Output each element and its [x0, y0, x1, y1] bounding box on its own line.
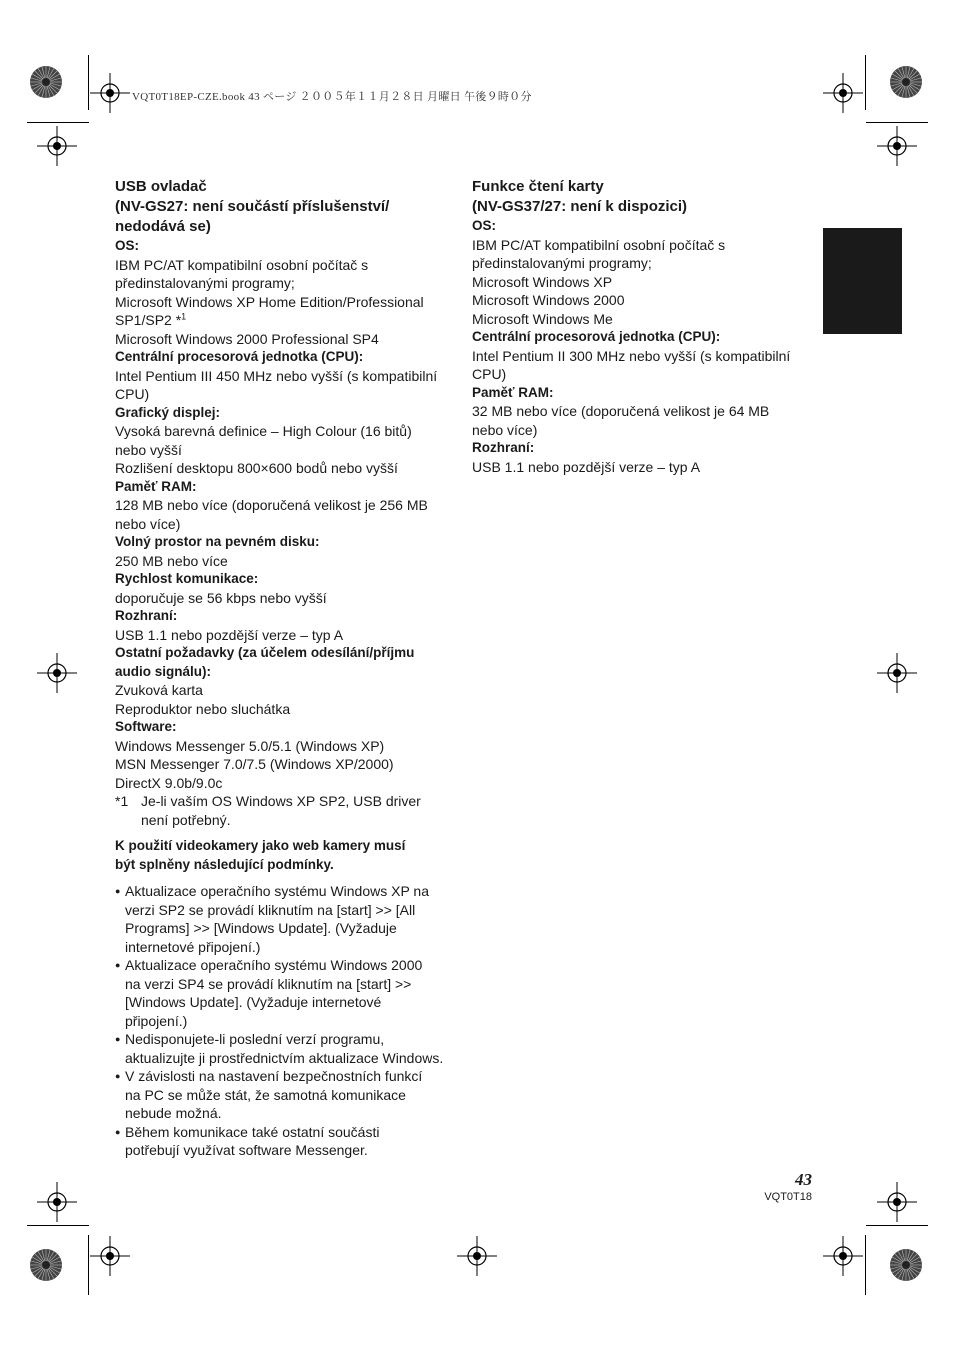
crop-mark-line: [27, 1225, 89, 1226]
color-rosette-icon: [29, 65, 63, 99]
registration-target-icon: [90, 1236, 130, 1276]
disk-label: Volný prostor na pevném disku:: [115, 534, 320, 549]
cpu-label: Centrální procesorová jednotka (CPU):: [115, 349, 364, 364]
crop-mark-line: [865, 1235, 866, 1295]
other-requirements-label: Ostatní požadavky (za účelem odesílání/příjmu audio signálu):: [115, 645, 415, 679]
display-label: Grafický displej:: [115, 404, 221, 420]
conditions-list: [115, 882, 460, 1160]
footnote: *1 Je-li vaším OS Windows XP SP2, USB driver není potřebný.: [115, 793, 421, 828]
os-sp-line: SP1/SP2 *$^1$: [115, 311, 187, 328]
registration-target-icon: [823, 73, 863, 113]
registration-target-icon: [877, 1182, 917, 1222]
registration-target-icon: [877, 126, 917, 166]
speed-label: Rychlost komunikace:: [115, 571, 259, 586]
crop-mark-line: [866, 122, 928, 123]
registration-target-icon: [877, 653, 917, 693]
crop-mark-line: [866, 1225, 928, 1226]
color-rosette-icon: [889, 65, 923, 99]
document-code: VQT0T18: [764, 1191, 812, 1203]
right-column: Funkce čtení karty (NV-GS37/27: není k dispozici) OS: IBM PC/AT kompatibilní osobní počítač s předinstalovanými programy; Microsoft Windows XP Microsoft Windows 2000 Microsoft Windows Me Centrální procesorová jednotka (CPU): Intel Pentium II 300 MHz nebo vyšší (s kompatibilní CPU) Paměť RAM: 32 MB nebo více (doporučená velikost je 64 MB nebo více) Rozhraní: USB 1.1 nebo pozdější verze – typ A: [472, 177, 817, 476]
registration-target-icon: [823, 1236, 863, 1276]
crop-mark-line: [88, 1235, 89, 1295]
page-number: 43: [795, 1170, 812, 1189]
list-item: ● Nedisponujete-li poslední verzí programu, aktualizujte ji prostřednictvím aktualizace Windows.: [115, 1030, 460, 1067]
footnote-ref: 1: [181, 311, 187, 322]
list-item: ● Během komunikace také ostatní součásti potřebují využívat software Messenger.: [115, 1123, 460, 1160]
software-label: Software:: [115, 719, 177, 734]
left-column: USB ovladač (NV-GS27: není součástí příslušenství/ nedodává se) OS: IBM PC/AT kompatibilní osobní počítač s předinstalovanými programy; Microsoft Windows XP Home Edition/Professional SP1/SP2 *$^1$ Microsoft Windows 2000 Professional SP4 Centrální procesorová jednotka (CPU): Intel Pentium III 450 MHz nebo vyšší (s kompatibilní CPU) Grafický displej: Vysoká barevná definice – High Colour (16 bitů) nebo vyšší Rozlišení desktopu 800×600 bodů nebo vyšší Paměť RAM: 128 MB nebo více (doporučená velikost je 256 MB nebo více) Volný prostor na pevném disku: 250 MB nebo více Rychlost komunikace: doporučuje se 56 kbps nebo vyšší Rozhraní: USB 1.1 nebo pozdější verze – typ A Ostatní požadavky (za účelem odesílání/příjmu audio signálu): Zvuková karta Reproduktor nebo sluchátka Software: Windows Messenger 5.0/5.1 (Windows XP) MSN Messenger 7.0/7.5 (Windows XP/2000) DirectX 9.0b/9.0c *1 Je-li vaším OS Windows XP SP2, USB driver není potřebný. K použití videokamery jako web kamery musí být splněny následující podmínky. ● Aktualizace operačního systému Windows XP na verzi SP2 se provádí kliknutím na [start] >> [All Programs] >> [Windows Update]. (Vyžaduje internetové připojení.) ● Aktualizace operačního systému Windows 2000 na verzi SP4 se provádí kliknutím na [start] >> [Windows Update]. (Vyžaduje internetové připojení.) ● Nedisponujete-li poslední verzí programu, aktualizujte ji prostřednictvím aktualizace Windows. ● V závislosti na nastavení bezpečnostních funkcí na PC se může stát, že samotná komunikace nebude možná. ● Během komunikace také ostatní součásti potřebují využívat software Messenger.: [115, 177, 460, 1160]
list-item: ● Aktualizace operačního systému Windows 2000 na verzi SP4 se provádí kliknutím na [start] >> [Windows Update]. (Vyžaduje internetové připojení.): [115, 956, 460, 1030]
crop-mark-line: [88, 55, 89, 110]
list-item: ● V závislosti na nastavení bezpečnostních funkcí na PC se může stát, že samotná komunikace nebude možná.: [115, 1067, 460, 1123]
webcam-conditions-heading: K použití videokamery jako web kamery musí být splněny následující podmínky.: [115, 838, 406, 872]
ram-label: Paměť RAM:: [115, 478, 197, 494]
crop-mark-line: [27, 122, 89, 123]
os-label: OS:: [115, 238, 140, 253]
cpu-label: Centrální procesorová jednotka (CPU):: [472, 329, 721, 344]
color-rosette-icon: [29, 1248, 63, 1282]
interface-label: Rozhraní:: [472, 440, 535, 455]
registration-target-icon: [37, 1182, 77, 1222]
color-rosette-icon: [889, 1248, 923, 1282]
interface-label: Rozhraní:: [115, 608, 178, 623]
registration-target-icon: [457, 1236, 497, 1276]
list-item: ● Aktualizace operačního systému Windows XP na verzi SP2 se provádí kliknutím na [start] >> [All Programs] >> [Windows Update]. (Vyžaduje internetové připojení.): [115, 882, 460, 956]
print-file-header: VQT0T18EP-CZE.book 43 ページ ２００５年１１月２８日 月曜日 午後９時０分: [132, 91, 532, 103]
registration-target-icon: [37, 126, 77, 166]
registration-target-icon: [90, 73, 130, 113]
os-label: OS:: [472, 218, 497, 233]
ram-label: Paměť RAM:: [472, 384, 554, 400]
crop-mark-line: [865, 55, 866, 110]
registration-target-icon: [37, 653, 77, 693]
footnote-mark: *1: [115, 793, 129, 809]
card-reader-heading: Funkce čtení karty (NV-GS37/27: není k dispozici): [472, 178, 688, 215]
section-tab-marker: [823, 228, 902, 334]
usb-driver-heading: USB ovladač (NV-GS27: není součástí příslušenství/ nedodává se): [115, 178, 390, 235]
